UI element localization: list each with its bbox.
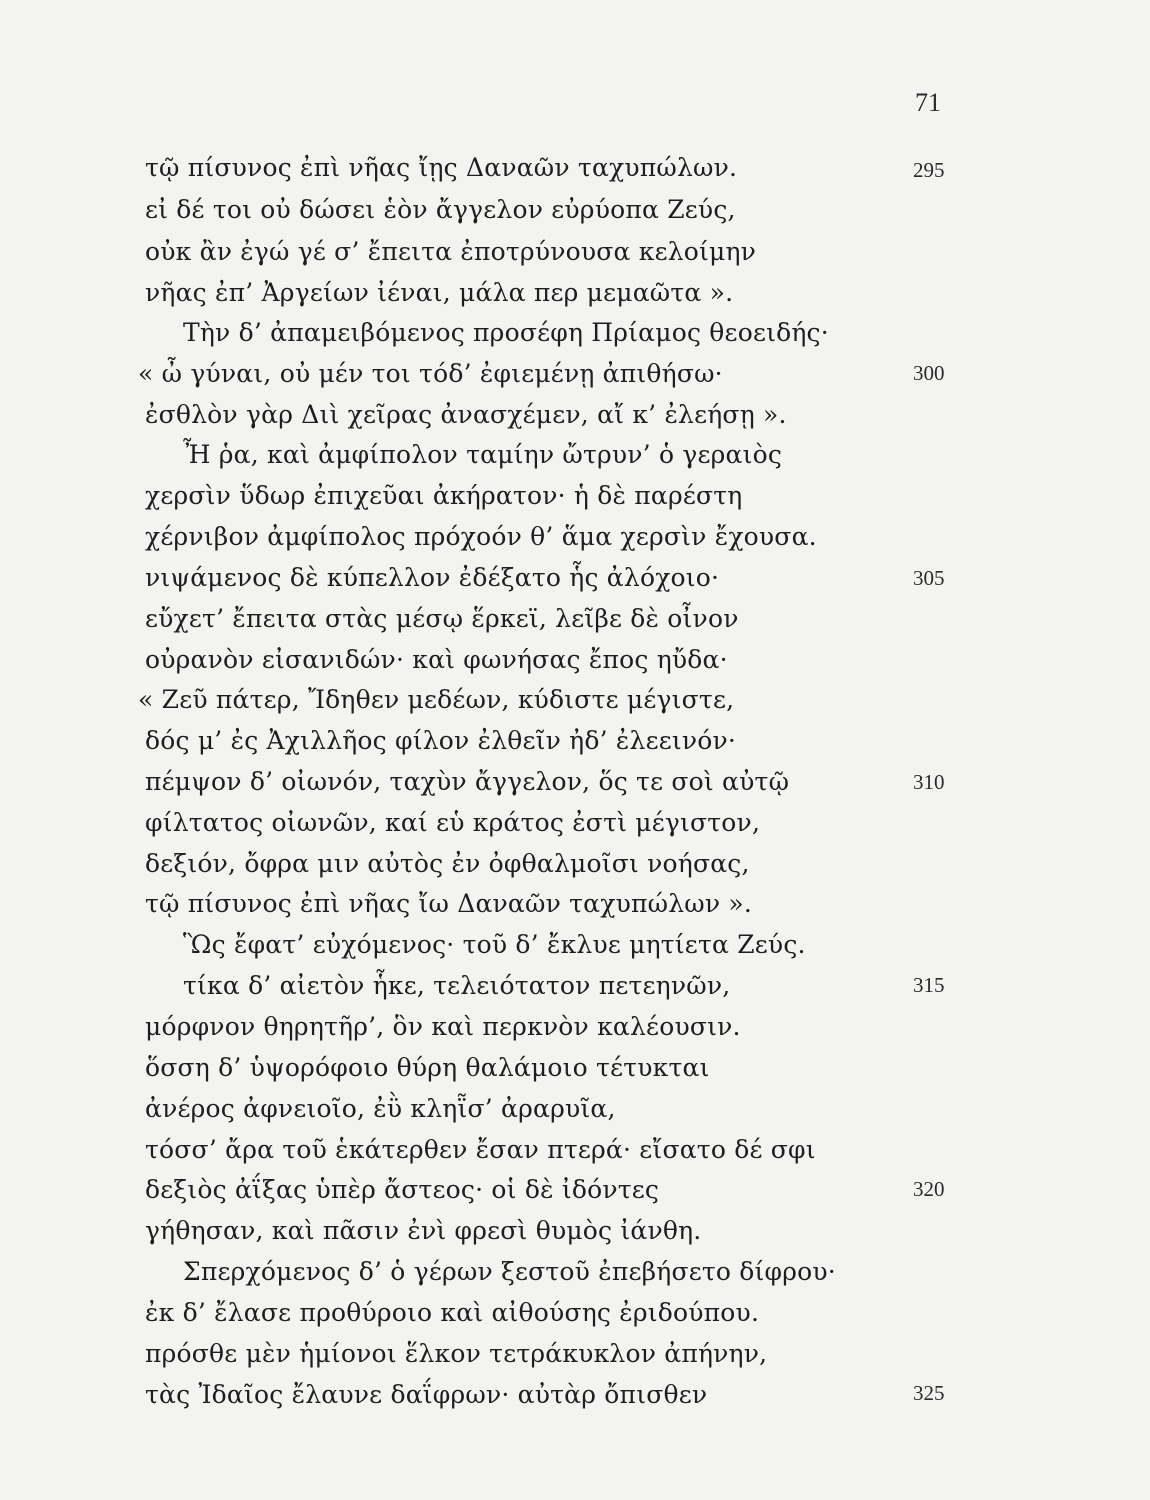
verse-line: τῷ πίσυνος ἐπὶ νῆας ἴω Δαναῶν ταχυπώλων ». xyxy=(145,889,753,918)
line-number: 305 xyxy=(913,566,945,590)
verse-line: ἐσθλὸν γὰρ Διὶ χεῖρας ἀνασχέμεν, αἴ κ’ ἐλεήσῃ ». xyxy=(145,400,787,429)
verse-line: τῷ πίσυνος ἐπὶ νῆας ἴῃς Δαναῶν ταχυπώλων. xyxy=(145,153,738,182)
line-number: 295 xyxy=(913,158,945,182)
verse-line: Ἦ ῥα, καὶ ἀμφίπολον ταμίην ὤτρυν’ ὁ γεραιὸς xyxy=(183,440,783,469)
verse-line: οὐρανὸν εἰσανιδών· καὶ φωνήσας ἔπος ηὔδα· xyxy=(145,645,728,674)
verse-line: χέρνιβον ἀμφίπολος πρόχοόν θ’ ἅμα χερσὶν ἔχουσα. xyxy=(145,522,817,551)
verse-line: πρόσθε μὲν ἡμίονοι ἕλκον τετράκυκλον ἀπήνην, xyxy=(145,1339,768,1368)
verse-line: Τὴν δ’ ἀπαμειβόμενος προσέφη Πρίαμος θεοειδής· xyxy=(183,318,829,347)
page-number: 71 xyxy=(915,88,941,117)
verse-line: εἰ δέ τοι οὐ δώσει ἑὸν ἄγγελον εὐρύοπα Ζεύς, xyxy=(145,195,736,224)
verse-line: οὐκ ἂν ἐγώ γέ σ’ ἔπειτα ἐποτρύνουσα κελοίμην xyxy=(145,237,757,266)
line-number: 300 xyxy=(913,361,945,385)
verse-line: πέμψον δ’ οἰωνόν, ταχὺν ἄγγελον, ὅς τε σοὶ αὐτῷ xyxy=(145,767,790,796)
verse-line: εὔχετ’ ἔπειτα στὰς μέσῳ ἕρκεϊ, λεῖβε δὲ οἶνον xyxy=(145,604,739,633)
verse-line: μόρφνον θηρητῆρ’, ὃν καὶ περκνὸν καλέουσιν. xyxy=(145,1012,741,1041)
line-number: 315 xyxy=(913,973,945,997)
verse-line: γήθησαν, καὶ πᾶσιν ἐνὶ φρεσὶ θυμὸς ἰάνθη. xyxy=(145,1216,702,1245)
verse-line: δεξιόν, ὄφρα μιν αὐτὸς ἐν ὀφθαλμοῖσι νοήσας, xyxy=(145,849,750,878)
verse-line: χερσὶν ὕδωρ ἐπιχεῦαι ἀκήρατον· ἡ δὲ παρέστη xyxy=(145,481,743,510)
verse-line: φίλτατος οἰωνῶν, καί εὑ κράτος ἐστὶ μέγιστον, xyxy=(145,808,761,837)
verse-line: ὅσση δ’ ὑψορόφοιο θύρη θαλάμοιο τέτυκται xyxy=(145,1053,710,1082)
line-number: 325 xyxy=(913,1381,945,1405)
verse-line: Ὣς ἔφατ’ εὐχόμενος· τοῦ δ’ ἔκλυε μητίετα Ζεύς. xyxy=(183,930,806,959)
verse-line: τίκα δ’ αἰετὸν ἧκε, τελειότατον πετεηνῶν, xyxy=(183,971,731,1000)
line-number: 320 xyxy=(913,1177,945,1201)
verse-line: τὰς Ἰδαῖος ἔλαυνε δαΐφρων· αὐτὰρ ὄπισθεν xyxy=(145,1380,708,1409)
verse-line: δεξιὸς ἀΐξας ὑπὲρ ἄστεος· οἱ δὲ ἰδόντες xyxy=(145,1175,660,1204)
verse-line: Σπερχόμενος δ’ ὁ γέρων ξεστοῦ ἐπεβήσετο δίφρου· xyxy=(183,1257,836,1286)
verse-line: νῆας ἐπ’ Ἀργείων ἰέναι, μάλα περ μεμαῶτα ». xyxy=(145,278,734,307)
line-number: 310 xyxy=(913,770,945,794)
verse-line: δός μ’ ἐς Ἀχιλλῆος φίλον ἐλθεῖν ἠδ’ ἐλεεινόν· xyxy=(145,726,737,755)
verse-line: ἀνέρος ἀφνειοῖο, ἐῢ κληῗσ’ ἀραρυῖα, xyxy=(145,1094,616,1123)
verse-line: « Ζεῦ πάτερ, Ἴδηθεν μεδέων, κύδιστε μέγιστε, xyxy=(138,685,735,714)
verse-line: ἐκ δ’ ἔλασε προθύροιο καὶ αἰθούσης ἐριδούπου. xyxy=(145,1298,760,1327)
verse-line: τόσσ’ ἄρα τοῦ ἑκάτερθεν ἔσαν πτερά· εἴσατο δέ σφι xyxy=(145,1135,816,1164)
verse-line: νιψάμενος δὲ κύπελλον ἐδέξατο ἧς ἀλόχοιο· xyxy=(145,563,720,592)
verse-line: « ὦ γύναι, οὐ μέν τοι τόδ’ ἐφιεμένῃ ἀπιθήσω· xyxy=(138,359,723,388)
